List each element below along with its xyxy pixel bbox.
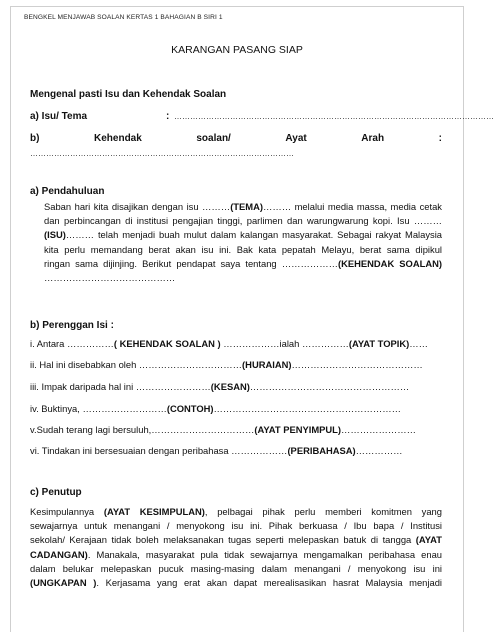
pendahuluan-line: Saban hari kita disajikan dengan isu ………(TEMA)……… melalui media massa, media cetak: [44, 201, 442, 212]
mengenal-heading: Mengenal pasti Isu dan Kehendak Soalan: [30, 89, 227, 100]
penutup-line: CADANGAN). Manakala, masyarakat pula tidak sewajarnya mengamalkan peribahasa enau: [30, 548, 442, 560]
penutup-heading: c) Penutup: [30, 487, 82, 498]
perenggan-heading: b) Perenggan Isi :: [30, 320, 114, 331]
kehendak-word-3: Ayat: [285, 133, 307, 144]
kehendak-dots: ………………………………………………………………………………………: [30, 149, 294, 158]
penutup-line: sewajarnya untuk menangani / menyokong isu ini. Pihak berkuasa / Ibu bapa / Institusi: [30, 520, 442, 532]
document-title: KARANGAN PASANG SIAP: [171, 44, 303, 56]
perenggan-item: i. Antara ……………( KEHENDAK SOALAN ) ………………ialah ……………(AYAT TOPIK)……: [30, 338, 429, 349]
kehendak-word-4: Arah: [361, 133, 385, 144]
isu-label: a) Isu/ Tema: [30, 111, 88, 122]
perenggan-item: v.Sudah terang lagi bersuluh,……………………………(AYAT PENYIMPUL)……………………: [30, 424, 417, 435]
pendahuluan-line: (ISU)……… telah menjadi buah mulut dalam kalangan masyarakat. Sebagai rakyat Malaysia: [44, 229, 442, 241]
penutup-line: sekolah/ Kerajaan tidak boleh melaksanakan tugas seperti melepaskan batuk di tangga (AYAT: [30, 534, 442, 546]
document-header: BENGKEL MENJAWAB SOALAN KERTAS 1 BAHAGIAN B SIRI 1: [24, 14, 223, 21]
perenggan-item: ii. Hal ini disebabkan oleh ……………………………(HURAIAN)……………………………………: [30, 359, 423, 370]
kehendak-word-b: b): [30, 133, 40, 144]
pendahuluan-paragraph: [44, 200, 442, 285]
perenggan-item: iii. Impak daripada hal ini ……………………(KESAN)……………………………………………: [30, 381, 410, 392]
penutup-line: Kesimpulannya (AYAT KESIMPULAN), pelbagai pihak perlu memberi komitmen yang: [30, 506, 442, 517]
perenggan-item: iv. Buktinya, ………………………(CONTOH)……………………………………………………: [30, 403, 402, 414]
penutup-line: (UNGKAPAN ). Kerjasama yang erat akan dapat merealisasikan hasrat Malaysia menjadi: [30, 577, 442, 589]
penutup-line: dalam belukar melepaskan pucuk masing-masing dalam menangani / menyokong isu ini: [30, 562, 442, 574]
isu-dots: …………………………………………………………………………………………………………: [174, 112, 494, 121]
pendahuluan-heading: a) Pendahuluan: [30, 186, 105, 197]
pendahuluan-line: dan perbincangan di institusi pengajian tinggi, parlimen dan warungwarung kopi. Isu ………: [44, 215, 442, 227]
perenggan-item: vi. Tindakan ini bersesuaian dengan peribahasa ………………(PERIBAHASA)……………: [30, 445, 403, 456]
kehendak-row: [30, 133, 442, 144]
kehendak-word-2: soalan/: [196, 133, 231, 144]
kehendak-word-1: Kehendak: [94, 133, 142, 144]
kehendak-word-colon: :: [438, 133, 442, 144]
pendahuluan-line: kita perlu memandang berat akan isu ini. Bak kata pepatah Melayu, berat sama dipikul: [44, 243, 442, 255]
pendahuluan-line: ……………………………………: [44, 272, 176, 284]
isu-colon: :: [166, 111, 170, 122]
pendahuluan-line: ringan sama dijinjing. Berikut pendapat saya tentang ………………(KEHENDAK SOALAN): [44, 257, 442, 269]
penutup-paragraph: [30, 505, 442, 590]
